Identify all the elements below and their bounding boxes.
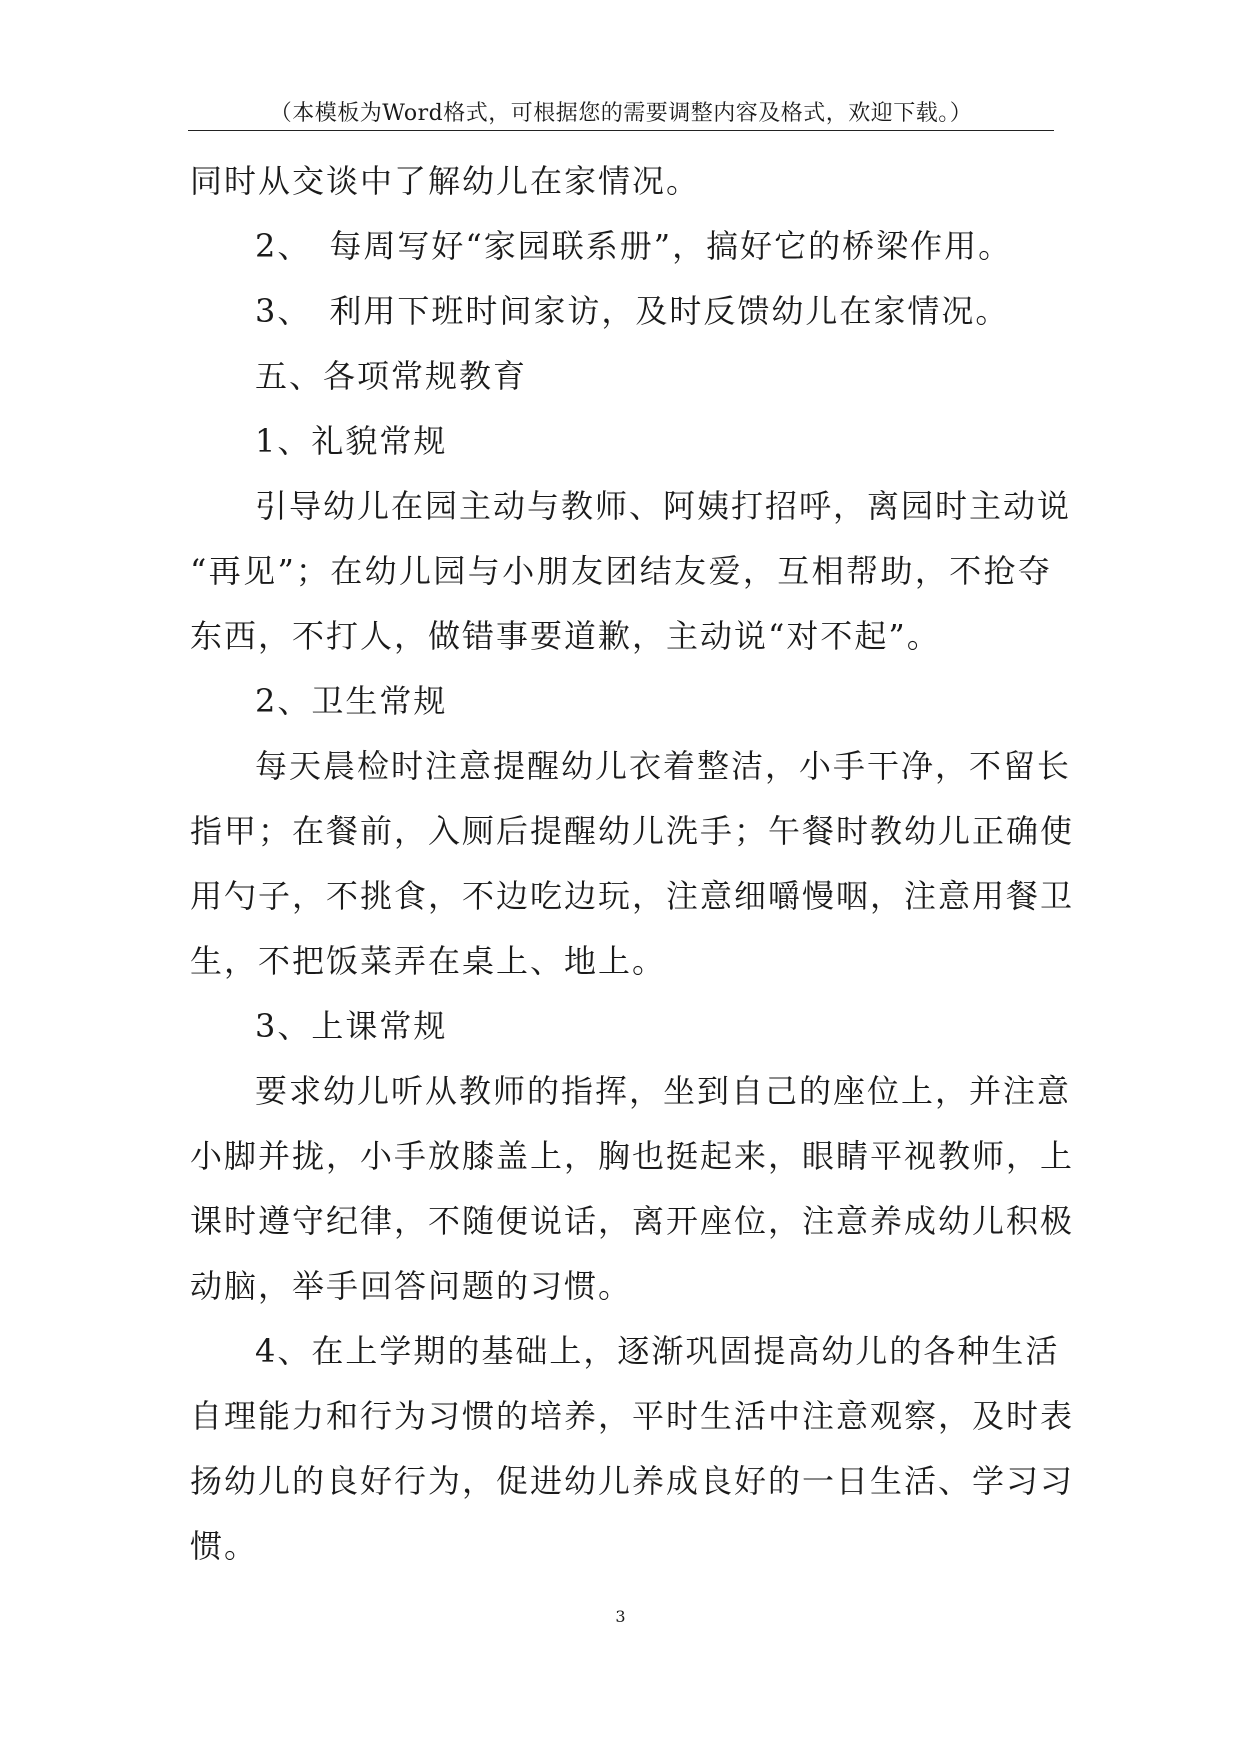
- text-line: 引导幼儿在园主动与教师、阿姨打招呼，离园时主动说: [255, 487, 1072, 525]
- text-line: 同时从交谈中了解幼儿在家情况。: [190, 162, 701, 200]
- text-line: 扬幼儿的良好行为，促进幼儿养成良好的一日生活、学习习: [190, 1462, 1075, 1500]
- text-line: 课时遵守纪律，不随便说话，离开座位，注意养成幼儿积极: [190, 1202, 1075, 1240]
- text-line: 惯。: [190, 1527, 259, 1565]
- page-header-note: （本模板为Word格式，可根据您的需要调整内容及格式，欢迎下载。）: [269, 101, 973, 126]
- text-line: 4、在上学期的基础上，逐渐巩固提高幼儿的各种生活: [255, 1332, 1060, 1370]
- text-line: 1、礼貌常规: [255, 422, 448, 460]
- text-line: 2、卫生常规: [255, 682, 448, 720]
- page-number: 3: [615, 1607, 626, 1626]
- text-line: 3、 利用下班时间家访，及时反馈幼儿在家情况。: [255, 292, 1010, 330]
- text-line: “再见”；在幼儿园与小朋友团结友爱，互相帮助，不抢夺: [190, 552, 1052, 590]
- text-line: 每天晨检时注意提醒幼儿衣着整洁，小手干净，不留长: [255, 747, 1072, 785]
- text-line: 动脑，举手回答问题的习惯。: [190, 1267, 633, 1305]
- text-line: 小脚并拢，小手放膝盖上，胸也挺起来，眼睛平视教师，上: [190, 1137, 1075, 1175]
- text-line: 要求幼儿听从教师的指挥，坐到自己的座位上，并注意: [255, 1072, 1072, 1110]
- text-line: 东西，不打人，做错事要道歉，主动说“对不起”。: [190, 617, 941, 655]
- text-line: 指甲；在餐前，入厕后提醒幼儿洗手；午餐时教幼儿正确使: [190, 812, 1075, 850]
- text-line: 用勺子，不挑食，不边吃边玩，注意细嚼慢咽，注意用餐卫: [190, 877, 1075, 915]
- text-line: 自理能力和行为习惯的培养，平时生活中注意观察，及时表: [190, 1397, 1075, 1435]
- document-body: [190, 149, 1075, 1579]
- text-line: 五、各项常规教育: [255, 357, 528, 395]
- header-divider: [188, 130, 1054, 131]
- text-line: 生，不把饭菜弄在桌上、地上。: [190, 942, 667, 980]
- text-line: 3、上课常规: [255, 1007, 448, 1045]
- text-line: 2、 每周写好“家园联系册”，搞好它的桥梁作用。: [255, 227, 1013, 265]
